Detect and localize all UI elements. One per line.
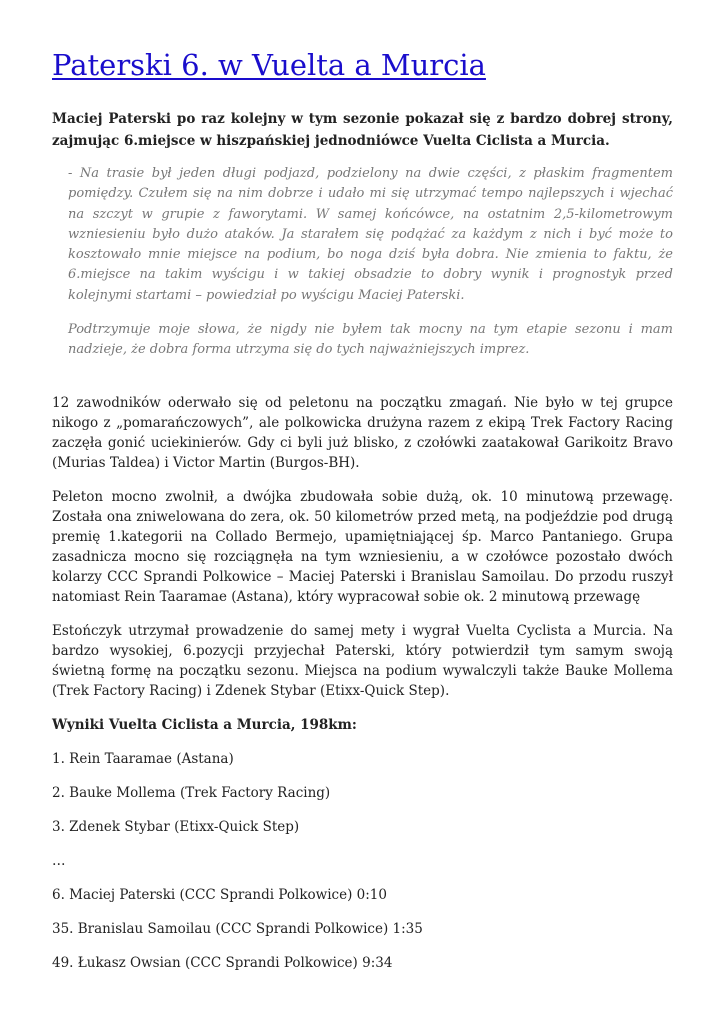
article-body: [52, 393, 673, 735]
results-item: 1. Rein Taaramae (Astana): [52, 750, 234, 767]
body-paragraph: 12 zawodników oderwało się od peletonu na początku zmagań. Nie było w tej grupce nikogo z „pomarańczowych”, ale polkowicka drużyna razem z ekipą Trek Factory Racing zaczęła gonić uciekinierów. Gdy ci byli już blisko, z czołówki zaatakował Garikoitz Bravo (Murias Taldea) i Victor Martin (Burgos-BH).: [52, 394, 673, 471]
results-heading: Wyniki Vuelta Ciclista a Murcia, 198km:: [52, 716, 357, 733]
quote-block: [68, 164, 673, 361]
results-item: 3. Zdenek Stybar (Etixx-Quick Step): [52, 818, 300, 835]
quote-paragraph: Podtrzymuje moje słowa, że nigdy nie byłem tak mocny na tym etapie sezonu i mam nadzieje, że dobra forma utrzyma się do tych najważniejszych imprez.: [68, 322, 673, 358]
article-content: [52, 108, 673, 973]
quote-paragraph: - Na trasie był jeden długi podjazd, podzielony na dwie części, z płaskim fragmentem pomiędzy. Czułem się na nim dobrze i udało mi się utrzymać tempo najlepszych i wjechać na szczyt w grupie z faworytami. W samej końcówce, na ostatnim 2,5-kilometrowym wzniesieniu było dużo ataków. Ja starałem się podążać za każdym z nich i być może to kosztowało mnie miejsce na podium, bo noga dziś była dobra. Nie zmienia to faktu, że 6.miejsce na takim wyścigu i w takiej obsadzie to dobry wynik i prognostyk przed kolejnymi startami – powiedział po wyścigu Maciej Paterski.: [68, 166, 673, 303]
results-item: 49. Łukasz Owsian (CCC Sprandi Polkowice) 9:34: [52, 954, 393, 971]
results-item: 35. Branislau Samoilau (CCC Sprandi Polkowice) 1:35: [52, 920, 423, 937]
lead-paragraph: Maciej Paterski po raz kolejny w tym sezonie pokazał się z bardzo dobrej strony, zajmując 6.miejsce w hiszpańskiej jednodniówce Vuelta Ciclista a Murcia.: [52, 111, 673, 149]
results-list: [52, 749, 673, 973]
page-title: [52, 46, 486, 84]
results-item: 2. Bauke Mollema (Trek Factory Racing): [52, 784, 331, 801]
body-paragraph: Peleton mocno zwolnił, a dwójka zbudowała sobie dużą, ok. 10 minutową przewagę. Została ona zniwelowana do zera, ok. 50 kilometrów przed metą, na podjeździe pod drugą premię 1.kategorii na Collado Bermejo, upamiętniającej śp. Marco Pantaniego. Grupa zasadnicza mocno się rozciągnęła na tym wzniesieniu, a w czołówce pozostało dwóch kolarzy CCC Sprandi Polkowice – Maciej Paterski i Branislau Samoilau. Do przodu ruszył natomiast Rein Taaramae (Astana), który wypracował sobie ok. 2 minutową przewagę: [52, 488, 673, 605]
results-item: 6. Maciej Paterski (CCC Sprandi Polkowice) 0:10: [52, 886, 387, 903]
body-paragraph: Estończyk utrzymał prowadzenie do samej mety i wygrał Vuelta Cyclista a Murcia. Na bardzo wysokiej, 6.pozycji przyjechał Paterski, który potwierdził tym samym swoją świetną formę na początku sezonu. Miejsca na podium wywalczyli także Bauke Mollema (Trek Factory Racing) i Zdenek Stybar (Etixx-Quick Step).: [52, 622, 673, 699]
results-ellipsis: …: [52, 852, 66, 869]
title-link[interactable]: Paterski 6. w Vuelta a Murcia: [52, 48, 486, 82]
